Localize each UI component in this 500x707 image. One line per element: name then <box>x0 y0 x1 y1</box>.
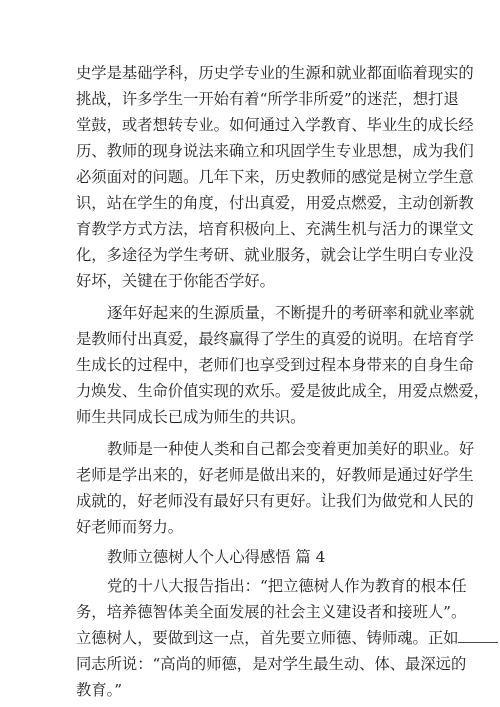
paragraph-2-line-5: 师生共同成长已成为师生的共识。 <box>76 408 306 426</box>
paragraph-1-line-3: 堂鼓，或者想转专业。如何通过入学教育、毕业生的成长经 <box>76 116 474 134</box>
paragraph-2-line-4: 力焕发、生命价值实现的欢乐。爱是彼此成全，用爱点燃爱， <box>76 382 490 400</box>
paragraph-1-line-6: 识，站在学生的角度，付出真爱，用爱点燃爱，主动创新教 <box>76 194 474 212</box>
paragraph-1-line-5: 必须面对的问题。几年下来，历史教师的感觉是树立学生意 <box>76 168 474 186</box>
paragraph-4-line-2: 务，培养德智体美全面发展的社会主义建设者和接班人”。 <box>76 603 467 621</box>
paragraph-4-line-3-wrap <box>76 626 500 650</box>
paragraph-3-line-3: 成就的，好老师没有最好只有更好。让我们为做党和人民的 <box>76 492 474 510</box>
paragraph-3-line-1: 教师是一种使人类和自己都会变着更加美好的职业。好 <box>107 440 475 458</box>
paragraph-1-line-2: 挑战，许多学生一开始有着“所学非所爱”的迷茫，想打退 <box>76 90 459 108</box>
paragraph-1-line-7: 育教学方式方法，培育积极向上、充满生机与活力的课堂文 <box>76 220 474 238</box>
fill-in-blank <box>458 627 498 643</box>
paragraph-2-line-3: 生成长的过程中，老师们也享受到过程本身带来的自身生命 <box>76 356 474 374</box>
paragraph-4-line-3: 立德树人，要做到这一点，首先要立师德、铸师魂。正如 <box>76 629 459 647</box>
paragraph-1-line-9: 好坏，关键在于你能否学好。 <box>76 272 275 290</box>
paragraph-4-line-1: 党的十八大报告指出：“把立德树人作为教育的根本任 <box>107 577 467 595</box>
paragraph-3-line-4: 好老师而努力。 <box>76 518 184 536</box>
paragraph-1-line-4: 历、教师的现身说法来确立和巩固学生专业思想，成为我们 <box>76 142 474 160</box>
paragraph-1-line-1: 史学是基础学科，历史学专业的生源和就业都面临着现实的 <box>76 64 474 82</box>
paragraph-2-line-1: 逐年好起来的生源质量，不断提升的考研率和就业率就 <box>107 304 475 322</box>
paragraph-4-line-4: 同志所说：“高尚的师德，是对学生最生动、体、最深远的 <box>76 655 467 673</box>
paragraph-1-line-8: 化，多途径为学生考研、就业服务，就会让学生明白专业没 <box>76 246 474 264</box>
section-heading: 教师立德树人个人心得感悟 篇 4 <box>107 548 326 566</box>
paragraph-3-line-2: 老师是学出来的，好老师是做出来的，好教师是通过好学生 <box>76 466 474 484</box>
paragraph-2-line-2: 是教师付出真爱，最终赢得了学生的真爱的说明。在培育学 <box>76 330 474 348</box>
paragraph-4-line-5: 教育。” <box>76 681 123 699</box>
